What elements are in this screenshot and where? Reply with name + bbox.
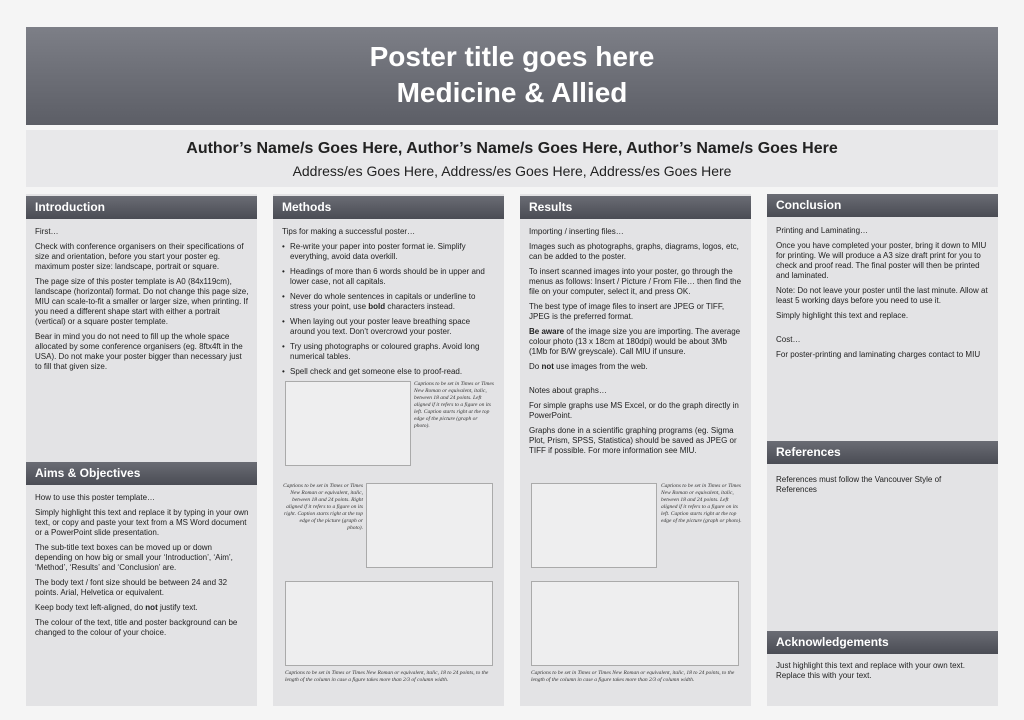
references-body <box>776 475 976 500</box>
introduction-paragraph: Check with conference organisers on their specifications of size and orientation, before you start your poster eg. maximum poster size: landscape, portrait or square. <box>35 242 244 271</box>
methods-heading: Methods <box>273 196 504 219</box>
poster-title: Poster title goes here <box>369 41 655 72</box>
author-address: Address/es Goes Here, Address/es Goes Here, Address/es Goes Here <box>292 163 732 179</box>
results-paragraph: The best type of image files to insert are JPEG or TIFF, JPEG is the preferred format. <box>529 302 725 321</box>
results-paragraph: Images such as photographs, graphs, diagrams, logos, etc, can be added to the poster. <box>529 242 739 261</box>
methods-bullet: • When laying out your poster leave breathing space around you text. Don’t overcrowd your poster. <box>290 317 496 337</box>
conclusion-paragraph: For poster-printing and laminating charges contact to MIU <box>776 350 981 359</box>
results-paragraph: Graphs done in a scientific graphing programs (eg. Sigma Plot, Prism, SPSS, Statistica) should be saved as JPEG or TIFF if possible. For more information see MIU. <box>529 426 737 455</box>
figure-placeholder <box>285 381 411 466</box>
poster-subtitle: Medicine & Allied <box>396 77 628 108</box>
methods-bullet: • Headings of more than 6 words should be in upper and lower case, not all capitals. <box>290 267 496 287</box>
introduction-paragraph: Bear in mind you do not need to fill up the whole space allocated by some conference organisers (eg. 8ftx4ft in the USA). Do not make your poster bigger than necessary just to fill that given size. <box>35 332 243 371</box>
author-names: Author’s Name/s Goes Here, Author’s Name/s Goes Here, Author’s Name/s Goes Here <box>186 140 838 157</box>
conclusion-paragraph: Cost… <box>776 335 801 344</box>
conclusion-heading: Conclusion <box>767 194 998 217</box>
references-paragraph: References must follow the Vancouver Style of References <box>776 475 942 494</box>
introduction-body <box>35 227 249 377</box>
references-heading: References <box>767 441 998 464</box>
conclusion-paragraph: Printing and Laminating… <box>776 226 869 235</box>
figure-caption: Captions to be set in Times or Times New Roman or equivalent, italic, 18 to 24 points, to the length of the column in case a figure takes more than 2/3 of column width. <box>285 670 489 683</box>
aims-paragraph: How to use this poster template… <box>35 493 156 502</box>
conclusion-body <box>776 226 990 365</box>
results-paragraph: To insert scanned images into your poster, go through the menus as follows: Insert / Picture / From File… then find the file on your computer, select it, and press OK. <box>529 267 742 296</box>
methods-bullet-list <box>282 242 496 377</box>
acknowledgements-heading: Acknowledgements <box>767 631 998 654</box>
methods-bullet: • Never do whole sentences in capitals or underline to stress your point, use bold characters instead. <box>290 292 496 312</box>
results-paragraph: Be aware of the image size you are importing. The average colour photo (13 x 18cm at 180dpi) would be about 3Mb (1Mb for B/W greyscale). Call MIU if unsure. <box>529 327 741 356</box>
introduction-heading: Introduction <box>26 196 257 219</box>
aims-paragraph: The colour of the text, title and poster background can be changed to the colour of your choice. <box>35 618 238 637</box>
aims-heading: Aims & Objectives <box>26 462 257 485</box>
methods-intro: Tips for making a successful poster… <box>282 227 416 236</box>
results-paragraph: Importing / inserting files… <box>529 227 624 236</box>
figure-placeholder <box>531 581 739 666</box>
aims-justify-paragraph: Keep body text left-aligned, do not justify text. <box>35 603 198 612</box>
figure-caption: Captions to be set in Times or Times New Roman or equivalent, italic, between 18 and 24 points. Right aligned if it refers to a figure on its right. Caption starts right at the top edge of the picture (graph or photo). <box>283 483 363 531</box>
introduction-paragraph: First… <box>35 227 59 236</box>
results-paragraph: Do not use images from the web. <box>529 362 648 371</box>
results-paragraph: For simple graphs use MS Excel, or do the graph directly in PowerPoint. <box>529 401 739 420</box>
figure-placeholder <box>366 483 493 568</box>
results-heading: Results <box>520 196 751 219</box>
introduction-paragraph: The page size of this poster template is A0 (84x119cm), landscape (horizontal) format. Do not change this page size, MIU can scale-to-fit a smaller or larger size, when printing. If you need a different shape start with either a portrait (vertical) or a square poster template. <box>35 277 249 326</box>
figure-caption: Captions to be set in Times or Times New Roman or equivalent, italic, 18 to 24 points, to the length of the column in case a figure takes more than 2/3 of column width. <box>531 670 735 683</box>
methods-bullet: • Try using photographs or coloured graphs. Avoid long numerical tables. <box>290 342 496 362</box>
aims-paragraph: The sub-title text boxes can be moved up or down depending on how big or small your ‘Introduction’, ‘Aim’, ‘Method’, ‘Results’ and ‘Conclusion’ are. <box>35 543 233 572</box>
figure-placeholder <box>285 581 493 666</box>
author-banner <box>26 130 998 187</box>
acknowledgements-paragraph: Just highlight this text and replace with your own text. Replace this with your text. <box>776 661 965 680</box>
conclusion-paragraph: Simply highlight this text and replace. <box>776 311 909 320</box>
methods-body <box>282 227 496 382</box>
figure-caption: Captions to be set in Times or Times New Roman or equivalent, italic, between 18 and 24 points. Left aligned if it refers to a figure on its left. Caption starts right at the top edge of the picture (graph or photo). <box>661 483 742 524</box>
conclusion-paragraph: Once you have completed your poster, bring it down to MIU for printing. We will produce a A3 size draft print for you to check and proof read. The final poster will then be printed and laminated. <box>776 241 987 280</box>
methods-bullet: • Spell check and get someone else to proof-read. <box>290 367 496 377</box>
poster-title-banner <box>26 27 998 125</box>
aims-paragraph: Simply highlight this text and replace it by typing in your own text, or copy and paste your text from a MS Word document or a PowerPoint slide presentation. <box>35 508 249 537</box>
figure-caption: Captions to be set in Times or Times New Roman or equivalent, italic, between 18 and 24 points. Left aligned if it refers to a figure on its left. Caption starts right at the top edge of the picture (graph or photo). <box>414 381 494 429</box>
figure-placeholder <box>531 483 657 568</box>
methods-bullet: • Re-write your paper into poster format ie. Simplify everything, avoid data overkill. <box>290 242 496 262</box>
acknowledgements-body <box>776 661 990 686</box>
results-paragraph: Notes about graphs… <box>529 386 607 395</box>
aims-paragraph: The body text / font size should be between 24 and 32 points. Arial, Helvetica or equivalent. <box>35 578 228 597</box>
aims-body <box>35 493 249 643</box>
conclusion-paragraph: Note: Do not leave your poster until the last minute. Allow at least 5 working days before you need to use it. <box>776 286 988 305</box>
results-body <box>529 227 743 461</box>
